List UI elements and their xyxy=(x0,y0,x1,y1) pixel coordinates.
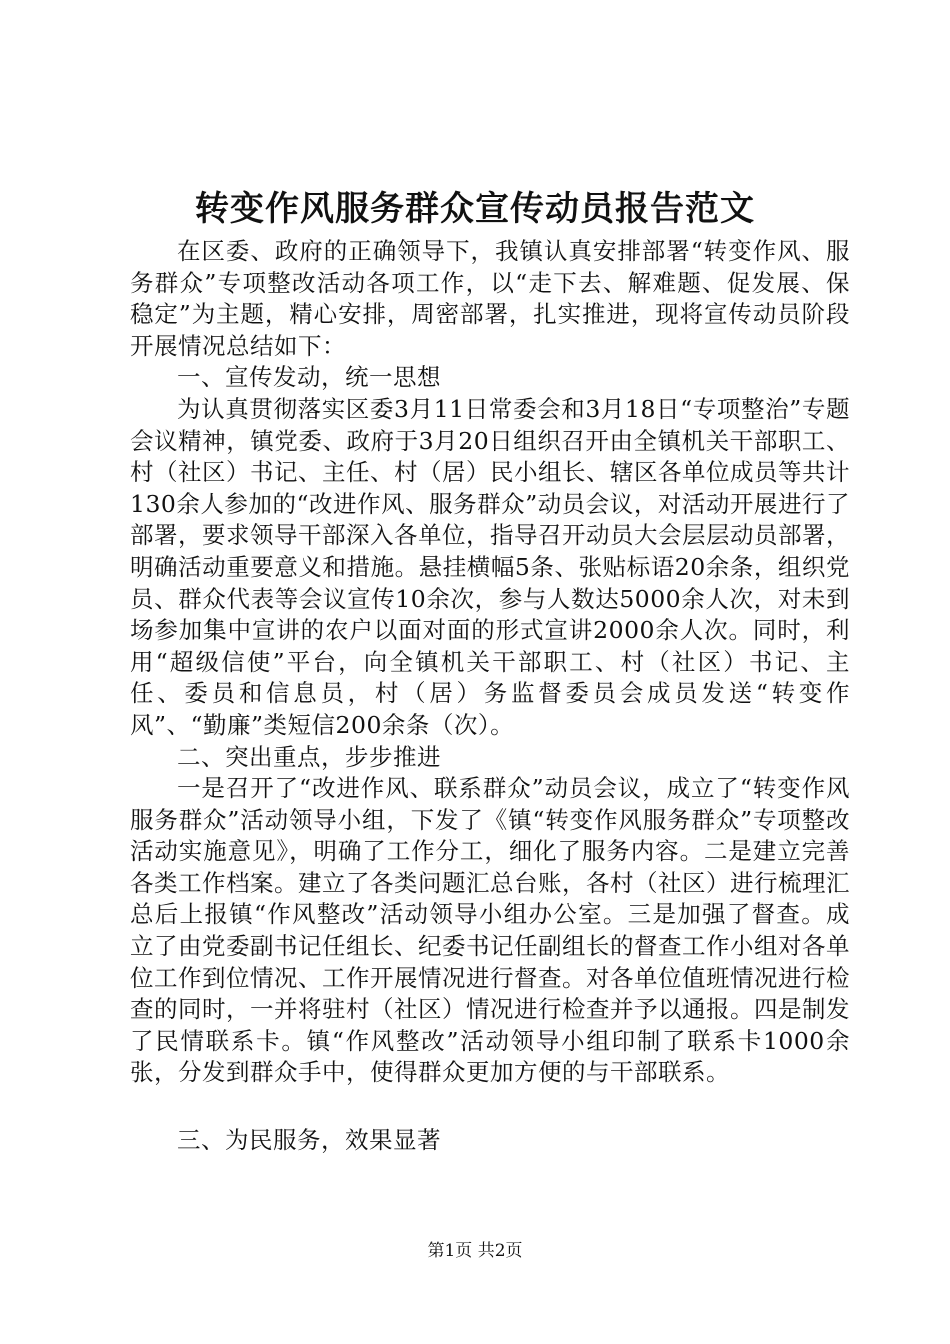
section-heading-1: 一、宣传发动，统一思想 xyxy=(177,363,441,392)
section-heading-2: 二、突出重点，步步推进 xyxy=(177,742,441,771)
section-2-paragraph: 一是召开了“改进作风、联系群众”动员会议，成立了“转变作风服务群众”活动领导小组，下发了《镇“转变作风服务群众”专项整改活动实施意见》，明确了工作分工，细化了服务内容。二是建立完善各类工作档案。建立了各类问题汇总台账，各村（社区）进行梳理汇总后上报镇“作风整改”活动领导小组办公室。三是加强了督查。成立了由党委副书记任组长、纪委书记任副组长的督查工作小组对各单位工作到位情况、工作开展情况进行督查。对各单位值班情况进行检查的同时，一并将驻村（社区）情况进行检查并予以通报。四是制发了民情联系卡。镇“作风整改”活动领导小组印制了联系卡1000余张，分发到群众手中，使得群众更加方便的与干部联系。 xyxy=(130,774,850,1087)
paragraph-gap xyxy=(130,1089,850,1125)
section-1-paragraph: 为认真贯彻落实区委3月11日常委会和3月18日“专项整治”专题会议精神，镇党委、政府于3月20日组织召开由全镇机关干部职工、村（社区）书记、主任、村（居）民小组长、辖区各单位成员等共计130余人参加的“改进作风、服务群众”动员会议，对活动开展进行了部署，要求领导干部深入各单位，指导召开动员大会层层动员部署，明确活动重要意义和措施。悬挂横幅5条、张贴标语20余条，组织党员、群众代表等会议宣传10余次，参与人数达5000余人次，对未到场参加集中宣讲的农户以面对面的形式宣讲2000余人次。同时，利用“超级信使”平台，向全镇机关干部职工、村（社区）书记、主任、委员和信息员，村（居）务监督委员会成员发送“转变作风”、“勤廉”类短信200余条（次）。 xyxy=(130,394,850,739)
document-title: 转变作风服务群众宣传动员报告范文 xyxy=(195,189,755,229)
page-number-footer: 第1页 共2页 xyxy=(427,1241,523,1261)
section-heading-3: 三、为民服务，效果显著 xyxy=(177,1126,441,1155)
intro-paragraph: 在区委、政府的正确领导下，我镇认真安排部署“转变作风、服务群众”专项整改活动各项工作，以“走下去、解难题、促发展、保稳定”为主题，精心安排，周密部署，扎实推进，现将宣传动员阶段开展情况总结如下： xyxy=(130,237,850,360)
document-body xyxy=(130,236,850,1157)
